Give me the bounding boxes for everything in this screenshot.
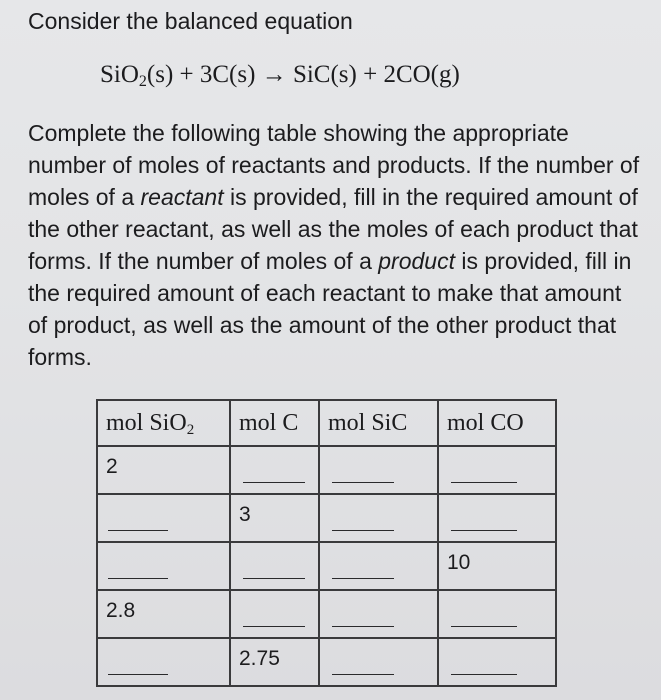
cell-c[interactable] (230, 542, 319, 590)
given-value: 3 (239, 503, 251, 526)
header-subscript: 2 (186, 421, 195, 438)
instructions-paragraph (28, 117, 643, 373)
header-mol-c (230, 400, 319, 446)
table-row (97, 638, 556, 686)
cell-co[interactable] (438, 590, 556, 638)
answer-blank[interactable] (108, 578, 168, 579)
answer-blank[interactable] (108, 530, 168, 531)
given-value: 10 (447, 551, 471, 574)
table-row (97, 590, 556, 638)
answer-blank[interactable] (451, 482, 517, 483)
cell-sic[interactable] (319, 494, 438, 542)
cell-sio2[interactable] (97, 638, 230, 686)
header-label: mol SiO (106, 409, 187, 436)
equation-part: (s) + 3C(s) → SiC(s) + 2CO(g) (146, 61, 460, 88)
header-mol-co (438, 400, 556, 446)
answer-blank[interactable] (332, 530, 394, 531)
moles-table (96, 399, 557, 687)
cell-sic[interactable] (319, 590, 438, 638)
table-row (97, 494, 556, 542)
table-row (97, 542, 556, 590)
cell-co (438, 542, 556, 590)
header-mol-sic (319, 400, 438, 446)
cell-c[interactable] (230, 590, 319, 638)
header-label: mol CO (447, 409, 524, 436)
cell-sio2 (97, 590, 230, 638)
instructions-emphasis-product: product (378, 248, 455, 274)
answer-blank[interactable] (451, 530, 517, 531)
header-mol-sio2 (97, 400, 230, 446)
given-value: 2.75 (239, 647, 280, 670)
header-label: mol C (239, 409, 299, 436)
balanced-equation (100, 58, 460, 92)
table-row (97, 446, 556, 494)
equation-subscript: 2 (138, 73, 147, 90)
cell-sio2[interactable] (97, 542, 230, 590)
instructions-text: is provided, fill in the required amount of the other reactant, as well as the moles of each product that forms. If the number of moles of a (28, 184, 638, 274)
equation-part: SiO (100, 61, 139, 88)
intro-text: Consider the balanced equation (28, 8, 353, 34)
instructions-text: is provided, fill in the required amount of each reactant to make that amount of product, as well as the amount of the other product that forms. (28, 248, 632, 370)
cell-co[interactable] (438, 446, 556, 494)
cell-co[interactable] (438, 638, 556, 686)
answer-blank[interactable] (451, 626, 517, 627)
instructions-emphasis-reactant: reactant (140, 184, 224, 210)
cell-sio2[interactable] (97, 494, 230, 542)
answer-blank[interactable] (243, 482, 305, 483)
answer-blank[interactable] (108, 674, 168, 675)
cell-c (230, 494, 319, 542)
answer-blank[interactable] (243, 626, 305, 627)
cell-sic[interactable] (319, 542, 438, 590)
cell-sic[interactable] (319, 638, 438, 686)
answer-blank[interactable] (332, 578, 394, 579)
header-label: mol SiC (328, 409, 408, 436)
answer-blank[interactable] (332, 674, 394, 675)
given-value: 2.8 (106, 599, 136, 622)
answer-blank[interactable] (332, 626, 394, 627)
given-value: 2 (106, 455, 118, 478)
answer-blank[interactable] (332, 482, 394, 483)
table-header-row (97, 400, 556, 446)
cell-sio2 (97, 446, 230, 494)
instructions-text: Complete the following table showing the appropriate number of moles of reactants and products. If the number of moles of a (28, 120, 640, 210)
cell-sic[interactable] (319, 446, 438, 494)
cell-c (230, 638, 319, 686)
answer-blank[interactable] (451, 674, 517, 675)
answer-blank[interactable] (243, 578, 305, 579)
cell-co[interactable] (438, 494, 556, 542)
cell-c[interactable] (230, 446, 319, 494)
